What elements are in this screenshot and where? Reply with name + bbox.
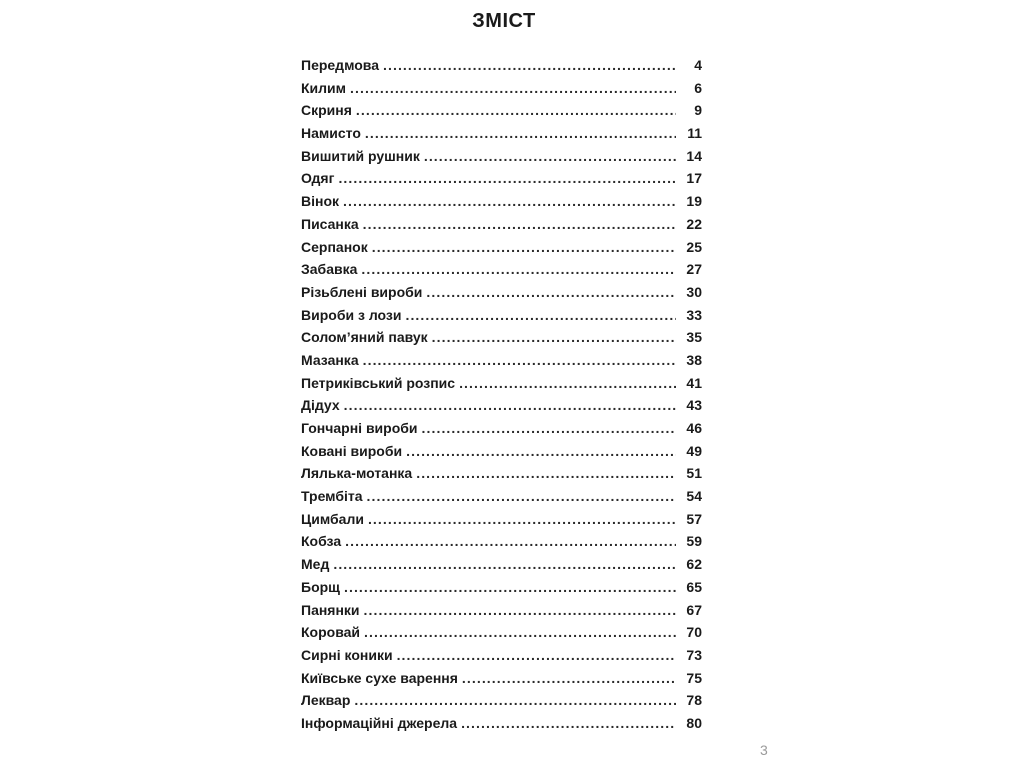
toc-entry-page: 19 xyxy=(686,193,702,210)
toc-entry-page: 30 xyxy=(686,283,702,300)
toc-entry xyxy=(301,258,702,281)
dot-leader xyxy=(343,190,676,213)
dot-leader xyxy=(367,485,676,508)
toc-entry-title: Одяг xyxy=(301,170,335,187)
toc-entry xyxy=(301,689,702,712)
dot-leader xyxy=(462,667,676,690)
toc-entry-page: 43 xyxy=(686,397,702,414)
toc-entry xyxy=(301,77,702,100)
toc-entry xyxy=(301,462,702,485)
toc-entry xyxy=(301,213,702,236)
toc-entry-page: 17 xyxy=(686,170,702,187)
toc-entry xyxy=(301,167,702,190)
toc-entry-page: 38 xyxy=(686,351,702,368)
toc-entry-title: Вишитий рушник xyxy=(301,147,420,164)
toc-entry-page: 51 xyxy=(686,465,702,482)
toc-entry-page: 49 xyxy=(686,442,702,459)
toc-entry-page: 35 xyxy=(686,329,702,346)
toc-entry xyxy=(301,372,702,395)
toc-entry-title: Мед xyxy=(301,556,330,573)
toc-entry-title: Килим xyxy=(301,79,347,96)
toc-entry-page: 27 xyxy=(686,261,702,278)
toc-entry-title: Писанка xyxy=(301,215,359,232)
toc-entry xyxy=(301,54,702,77)
dot-leader xyxy=(372,236,676,259)
page-number: 3 xyxy=(760,742,768,758)
toc-entry xyxy=(301,417,702,440)
dot-leader xyxy=(406,440,676,463)
toc-entry-title: Серпанок xyxy=(301,238,368,255)
toc-entry-title: Дідух xyxy=(301,397,340,414)
table-of-contents xyxy=(301,54,702,735)
toc-entry-title: Намисто xyxy=(301,125,361,142)
toc-entry-title: Солом’яний павук xyxy=(301,329,428,346)
toc-entry-page: 33 xyxy=(686,306,702,323)
toc-entry xyxy=(301,553,702,576)
toc-entry-page: 57 xyxy=(686,510,702,527)
dot-leader xyxy=(416,462,676,485)
toc-entry-page: 62 xyxy=(686,556,702,573)
toc-entry-page: 46 xyxy=(686,420,702,436)
toc-entry xyxy=(301,145,702,168)
toc-entry xyxy=(301,576,702,599)
toc-entry-title: Вироби з лози xyxy=(301,306,402,323)
toc-entry-title: Гончарні вироби xyxy=(301,420,418,436)
toc-entry xyxy=(301,667,702,690)
toc-entry-page: 78 xyxy=(686,692,702,709)
dot-leader xyxy=(364,621,676,644)
dot-leader xyxy=(364,599,676,622)
dot-leader xyxy=(383,54,676,77)
toc-entry-page: 75 xyxy=(686,669,702,686)
dot-leader xyxy=(356,99,676,122)
toc-entry-title: Кобза xyxy=(301,533,342,550)
toc-entry-title: Ковані вироби xyxy=(301,442,403,459)
toc-entry-title: Леквар xyxy=(301,692,351,709)
toc-entry xyxy=(301,712,702,735)
toc-entry-page: 9 xyxy=(694,102,702,119)
dot-leader xyxy=(361,258,676,281)
toc-entry-title: Мазанка xyxy=(301,351,359,368)
toc-entry xyxy=(301,281,702,304)
toc-entry xyxy=(301,99,702,122)
toc-entry xyxy=(301,440,702,463)
dot-leader xyxy=(424,145,676,168)
dot-leader xyxy=(422,417,676,440)
toc-entry-page: 6 xyxy=(694,79,702,96)
toc-entry xyxy=(301,190,702,213)
toc-entry-title: Передмова xyxy=(301,57,380,73)
toc-entry xyxy=(301,122,702,145)
dot-leader xyxy=(365,122,676,145)
toc-entry-page: 14 xyxy=(686,147,702,164)
toc-entry-title: Коровай xyxy=(301,624,361,641)
toc-entry-page: 67 xyxy=(686,601,702,618)
toc-entry xyxy=(301,236,702,259)
dot-leader xyxy=(345,530,676,553)
dot-leader xyxy=(338,167,676,190)
toc-entry xyxy=(301,508,702,531)
toc-entry-page: 54 xyxy=(686,488,702,505)
toc-entry-title: Сирні коники xyxy=(301,646,393,663)
toc-entry xyxy=(301,621,702,644)
dot-leader xyxy=(363,349,676,372)
toc-entry-page: 22 xyxy=(686,215,702,232)
toc-entry-title: Різьблені вироби xyxy=(301,283,423,300)
toc-entry-title: Забавка xyxy=(301,261,358,278)
toc-entry-page: 73 xyxy=(686,646,702,663)
dot-leader xyxy=(333,553,676,576)
toc-entry-title: Трембіта xyxy=(301,488,363,505)
dot-leader xyxy=(368,508,676,531)
dot-leader xyxy=(344,576,676,599)
toc-entry xyxy=(301,349,702,372)
toc-entry-page: 4 xyxy=(694,57,702,73)
toc-entry-page: 25 xyxy=(686,238,702,255)
dot-leader xyxy=(350,77,676,100)
toc-entry-title: Лялька-мотанка xyxy=(301,465,413,482)
toc-entry xyxy=(301,644,702,667)
toc-entry xyxy=(301,326,702,349)
page-title: ЗМІСТ xyxy=(472,10,536,32)
toc-entry-title: Київське сухе варення xyxy=(301,669,458,686)
dot-leader xyxy=(405,304,676,327)
toc-entry-page: 41 xyxy=(686,374,702,391)
toc-entry-page: 59 xyxy=(686,533,702,550)
toc-entry-title: Петриківський розпис xyxy=(301,374,456,391)
toc-entry-page: 11 xyxy=(687,125,702,142)
dot-leader xyxy=(397,644,676,667)
toc-entry-title: Панянки xyxy=(301,601,360,618)
dot-leader xyxy=(461,712,676,735)
toc-entry-page: 70 xyxy=(686,624,702,641)
toc-entry-title: Скриня xyxy=(301,102,352,119)
dot-leader xyxy=(363,213,676,236)
dot-leader xyxy=(354,689,676,712)
dot-leader xyxy=(459,372,676,395)
toc-entry-title: Інформаційні джерела xyxy=(301,714,458,731)
toc-entry-page: 80 xyxy=(686,714,702,731)
toc-entry-title: Борщ xyxy=(301,578,340,595)
toc-entry-title: Цимбали xyxy=(301,510,364,527)
toc-entry-page: 65 xyxy=(686,578,702,595)
dot-leader xyxy=(426,281,676,304)
toc-entry xyxy=(301,599,702,622)
toc-entry-title: Вінок xyxy=(301,193,340,210)
dot-leader xyxy=(344,394,676,417)
toc-entry xyxy=(301,485,702,508)
toc-entry xyxy=(301,394,702,417)
toc-entry xyxy=(301,530,702,553)
dot-leader xyxy=(432,326,676,349)
toc-entry xyxy=(301,304,702,327)
